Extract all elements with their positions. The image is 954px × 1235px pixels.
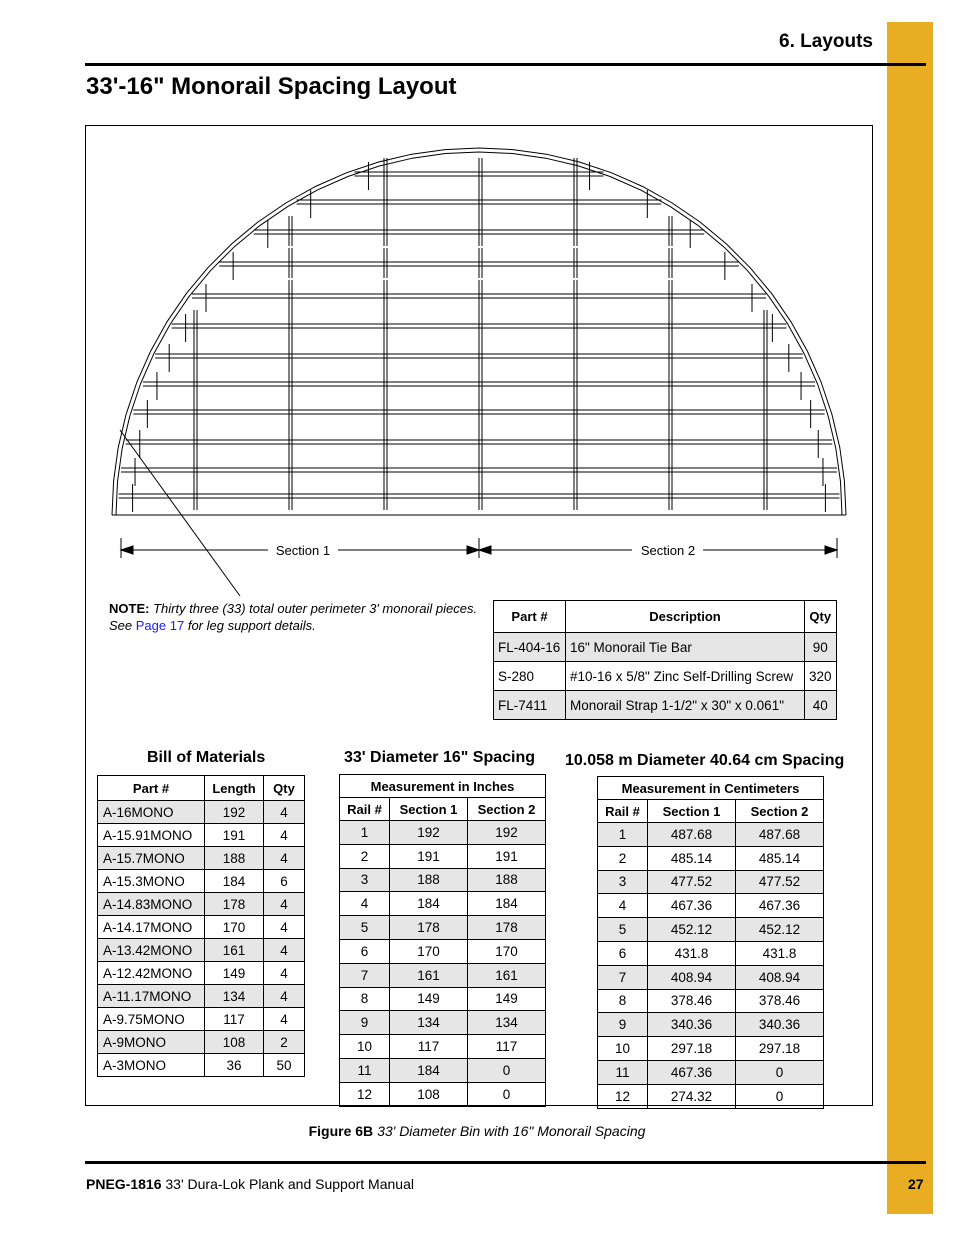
table-row: A-14.83MONO 178 4 bbox=[98, 893, 305, 916]
table-row: 8 378.46 378.46 bbox=[598, 989, 824, 1013]
table-row: 9 134 134 bbox=[340, 1011, 546, 1035]
table-row: 11 184 0 bbox=[340, 1058, 546, 1082]
cm-table bbox=[597, 776, 824, 1109]
page-17-link[interactable]: Page 17 bbox=[135, 618, 185, 633]
parts-header-qty: Qty bbox=[805, 601, 837, 633]
table-row: FL-7411 Monorail Strap 1-1/2" x 30" x 0.061" 40 bbox=[494, 691, 837, 720]
bom-table bbox=[97, 775, 305, 1077]
table-row: A-9.75MONO 117 4 bbox=[98, 1008, 305, 1031]
table-row: A-15.3MONO 184 6 bbox=[98, 870, 305, 893]
table-row: A-14.17MONO 170 4 bbox=[98, 916, 305, 939]
table-row: 1 192 192 bbox=[340, 821, 546, 845]
table-row: 3 477.52 477.52 bbox=[598, 870, 824, 894]
inches-title: 33' Diameter 16" Spacing bbox=[344, 749, 536, 766]
table-row: 12 274.32 0 bbox=[598, 1084, 824, 1108]
figure-caption bbox=[0, 1123, 954, 1139]
cm-group-header: Measurement in Centimeters bbox=[598, 777, 824, 800]
page-number: 27 bbox=[908, 1176, 924, 1192]
table-row: 10 117 117 bbox=[340, 1035, 546, 1059]
section-1-label: Section 1 bbox=[275, 543, 331, 558]
note-text bbox=[109, 600, 479, 634]
table-row: 9 340.36 340.36 bbox=[598, 1013, 824, 1037]
section-2-label: Section 2 bbox=[640, 543, 696, 558]
inches-table bbox=[339, 774, 546, 1107]
inches-group-header: Measurement in Inches bbox=[340, 775, 546, 798]
inches-header-section-2: Section 2 bbox=[468, 798, 546, 821]
cm-header-rail: Rail # bbox=[598, 800, 648, 823]
footer-rule bbox=[85, 1161, 926, 1164]
table-row: 7 161 161 bbox=[340, 963, 546, 987]
table-row: A-11.17MONO 134 4 bbox=[98, 985, 305, 1008]
table-row: A-13.42MONO 161 4 bbox=[98, 939, 305, 962]
footer-doc-title: 33' Dura-Lok Plank and Support Manual bbox=[165, 1176, 414, 1192]
table-row: A-16MONO 192 4 bbox=[98, 801, 305, 824]
table-row: 5 452.12 452.12 bbox=[598, 918, 824, 942]
cm-title: 10.058 m Diameter 40.64 cm Spacing bbox=[565, 752, 845, 769]
note-lead: NOTE: bbox=[109, 601, 150, 616]
table-row: 6 170 170 bbox=[340, 939, 546, 963]
bom-title: Bill of Materials bbox=[147, 749, 266, 766]
note-tail: for leg support details. bbox=[187, 618, 316, 633]
inches-header-rail: Rail # bbox=[340, 798, 390, 821]
table-row: 2 191 191 bbox=[340, 844, 546, 868]
caption-text: 33' Diameter Bin with 16" Monorail Spacing bbox=[377, 1123, 646, 1139]
rail-group bbox=[112, 148, 846, 515]
bom-header-length: Length bbox=[205, 776, 264, 801]
cm-header-section-1: Section 1 bbox=[648, 800, 736, 823]
table-row: 12 108 0 bbox=[340, 1082, 546, 1106]
bom-header-part: Part # bbox=[98, 776, 205, 801]
page-title: 33'-16" Monorail Spacing Layout bbox=[86, 73, 457, 100]
monorail-diagram bbox=[0, 0, 954, 600]
table-row: 8 149 149 bbox=[340, 987, 546, 1011]
table-row: 10 297.18 297.18 bbox=[598, 1037, 824, 1061]
bom-header-qty: Qty bbox=[264, 776, 305, 801]
parts-header-part: Part # bbox=[494, 601, 566, 633]
table-row: 11 467.36 0 bbox=[598, 1060, 824, 1084]
table-row: 1 487.68 487.68 bbox=[598, 823, 824, 847]
table-row: 2 485.14 485.14 bbox=[598, 846, 824, 870]
parts-table bbox=[493, 600, 837, 720]
inches-header-section-1: Section 1 bbox=[390, 798, 468, 821]
note-body: Thirty three (33) total outer perimeter 3' monorail pieces. See bbox=[109, 601, 478, 633]
caption-lead: Figure 6B bbox=[308, 1123, 374, 1139]
cm-header-section-2: Section 2 bbox=[736, 800, 824, 823]
parts-header-description: Description bbox=[566, 601, 805, 633]
footer-doc-id: PNEG-1816 bbox=[86, 1176, 162, 1192]
table-row: 4 467.36 467.36 bbox=[598, 894, 824, 918]
table-row: A-9MONO 108 2 bbox=[98, 1031, 305, 1054]
table-row: FL-404-16 16" Monorail Tie Bar 90 bbox=[494, 633, 837, 662]
section-header: 6. Layouts bbox=[779, 31, 873, 52]
table-row: 7 408.94 408.94 bbox=[598, 965, 824, 989]
table-row: 6 431.8 431.8 bbox=[598, 941, 824, 965]
table-row: 4 184 184 bbox=[340, 892, 546, 916]
table-row: S-280 #10-16 x 5/8" Zinc Self-Drilling Screw 320 bbox=[494, 662, 837, 691]
table-row: 5 178 178 bbox=[340, 916, 546, 940]
table-row: A-12.42MONO 149 4 bbox=[98, 962, 305, 985]
table-row: A-15.7MONO 188 4 bbox=[98, 847, 305, 870]
table-row: A-15.91MONO 191 4 bbox=[98, 824, 305, 847]
table-row: A-3MONO 36 50 bbox=[98, 1054, 305, 1077]
table-row: 3 188 188 bbox=[340, 868, 546, 892]
footer-doc bbox=[86, 1176, 414, 1192]
